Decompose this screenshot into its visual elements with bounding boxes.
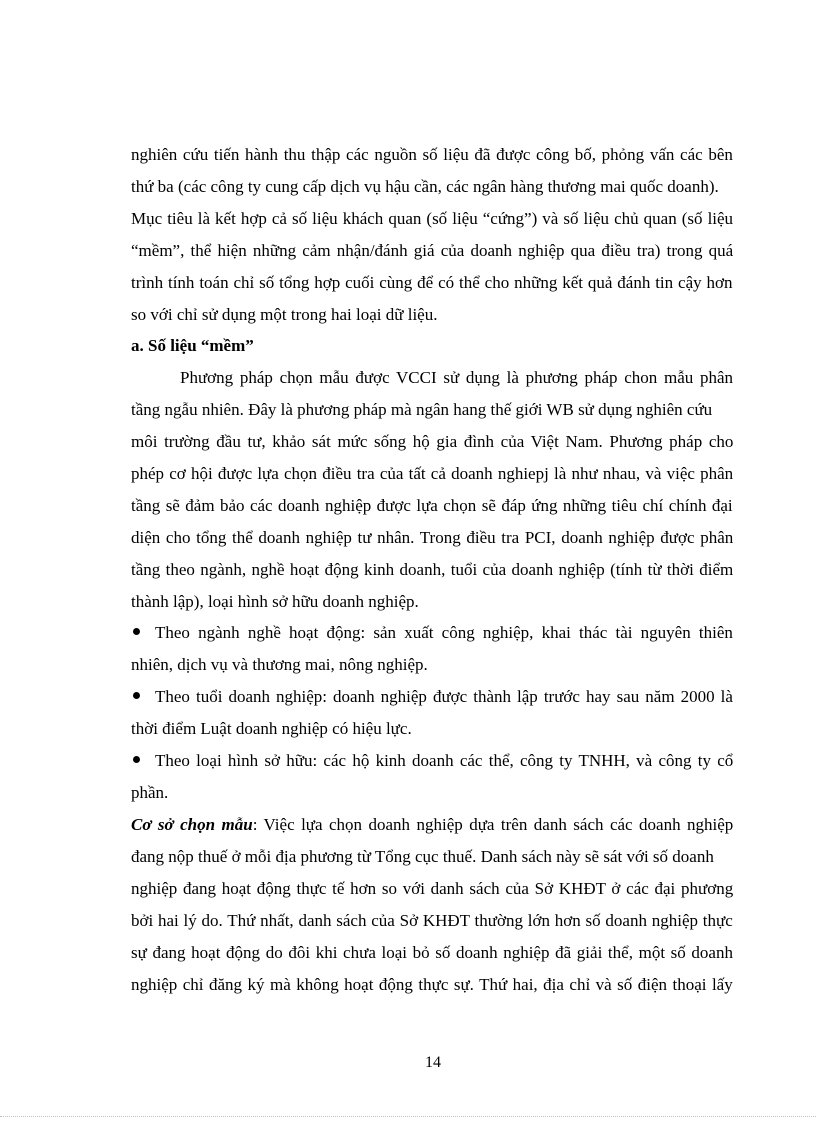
- basis-line-3: nghiệp đang hoạt động thực tế hơn so với danh sách của Sở KHĐT ở các đại phương: [131, 879, 734, 898]
- bullet-icon: [133, 756, 140, 763]
- intro-line-6: so với chỉ sử dụng một trong hai loại dữ liệu.: [131, 305, 438, 324]
- bullet-3-line-2: phần.: [131, 783, 169, 802]
- bullet-icon: [133, 628, 140, 635]
- method-line-3: môi trường đầu tư, khảo sát mức sống hộ gia đình của Việt Nam. Phương pháp cho: [131, 432, 734, 451]
- basis-line-1: [131, 814, 733, 836]
- method-line-8: thành lập), loại hình sở hữu doanh nghiệp.: [131, 592, 419, 611]
- bullet-1-line-1: Theo ngành nghề hoạt động: sản xuất công nghiệp, khai thác tài nguyên thiên: [155, 623, 733, 642]
- basis-first-rest: : Việc lựa chọn doanh nghiệp dựa trên danh sách các doanh nghiệp: [252, 815, 734, 834]
- method-line-5: tầng sẽ đảm bảo các doanh nghiệp được lựa chọn sẽ đáp ứng những tiêu chí chính đại: [131, 496, 733, 515]
- bullet-2-line-2: thời điểm Luật doanh nghiệp có hiệu lực.: [131, 719, 412, 738]
- page-number: 14: [425, 1054, 441, 1071]
- bullet-3-line-1: Theo loại hình sở hữu: các hộ kinh doanh các thể, công ty TNHH, và công ty cổ: [155, 751, 734, 770]
- basis-line-6: nghiệp chỉ đăng ký mà không hoạt động thực sự. Thứ hai, địa chỉ và số điện thoại lấy: [131, 975, 733, 994]
- intro-line-5: trình tính toán chỉ số tổng hợp cuối cùng để có thể cho những kết quả đánh tin cậy hơn: [131, 273, 733, 292]
- intro-line-3: Mục tiêu là kết hợp cả số liệu khách quan (số liệu “cứng”) và số liệu chủ quan (số liệu: [131, 209, 734, 228]
- basis-line-5: sự đang hoạt động do đôi khi chưa loại bỏ số doanh nghiệp đã giải thể, một số doanh: [131, 943, 733, 962]
- intro-line-2: thứ ba (các công ty cung cấp dịch vụ hậu cần, các ngân hàng thương mai quốc doanh).: [131, 177, 719, 196]
- basis-line-4: bởi hai lý do. Thứ nhất, danh sách của Sở KHĐT thường lớn hơn số doanh nghiệp thực: [131, 911, 733, 930]
- method-line-2: tầng ngẫu nhiên. Đây là phương pháp mà ngân hang thế giới WB sử dụng nghiên cứu: [131, 400, 713, 419]
- bullet-icon: [133, 692, 140, 699]
- section-heading: a. Số liệu “mềm”: [131, 336, 254, 355]
- method-line-7: tầng theo ngành, nghề hoạt động kinh doanh, tuổi của doanh nghiệp (tính từ thời điểm: [131, 560, 734, 579]
- bullet-2-line-1: Theo tuổi doanh nghiệp: doanh nghiệp được thành lập trước hay sau năm 2000 là: [155, 687, 733, 706]
- method-line-6: diện cho tổng thể doanh nghiệp tư nhân. Trong điều tra PCI, doanh nghiệp được phân: [131, 528, 734, 547]
- method-line-4: phép cơ hội được lựa chọn điều tra của tất cả doanh nghiepj là như nhau, và việc phân: [131, 464, 734, 483]
- basis-label: Cơ sở chọn mẫu: [131, 815, 253, 834]
- intro-line-4: “mềm”, thể hiện những cảm nhận/đánh giá của doanh nghiệp qua điều tra) trong quá: [131, 241, 734, 260]
- page-bottom-divider: [0, 1116, 816, 1117]
- bullet-1-line-2: nhiên, dịch vụ và thương mai, nông nghiệp.: [131, 655, 428, 674]
- method-line-1: Phương pháp chọn mẫu được VCCI sử dụng là phương pháp chon mẫu phân: [180, 368, 734, 387]
- intro-line-1: nghiên cứu tiến hành thu thập các nguồn số liệu đã được công bố, phỏng vấn các bên: [131, 145, 733, 164]
- basis-line-2: đang nộp thuế ở mỗi địa phương từ Tổng cục thuế. Danh sách này sẽ sát với số doanh: [131, 847, 714, 866]
